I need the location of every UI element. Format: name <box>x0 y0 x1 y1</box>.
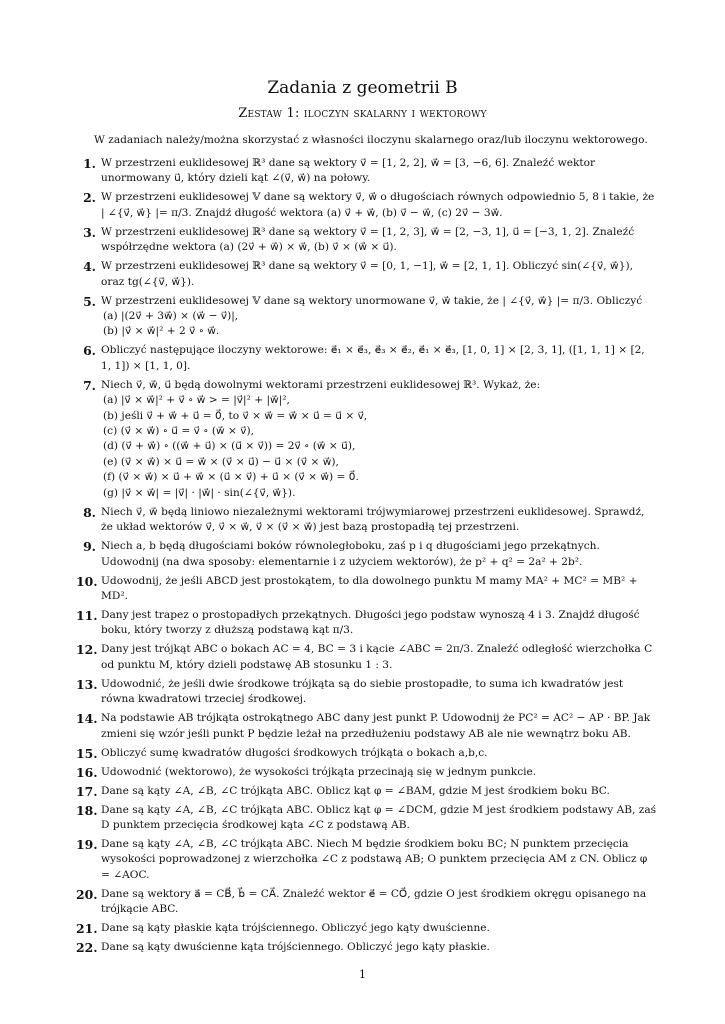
task-subitem: (b) |v⃗ × w⃗|² + 2 v⃗ ∘ w⃗. <box>103 325 220 338</box>
task-subitem: (c) (v⃗ × w⃗) ∘ u⃗ = v⃗ ∘ (w⃗ × v⃗), <box>103 425 255 438</box>
task-item <box>76 574 658 605</box>
task-number: 9. <box>83 539 96 555</box>
task-text: Niech v⃗, w⃗, u⃗ będą dowolnymi wektorami przestrzeni euklidesowej ℝ³. Wykaż, że: <box>101 378 541 391</box>
task-item <box>76 505 658 536</box>
task-number: 17. <box>76 783 98 799</box>
task-text: Dane są wektory a⃗ = CB⃗, b⃗ = CA⃗. Znaleźć wektor e⃗ = CO⃗, gdzie O jest środkiem okręgu opisanego na trójkącie ABC. <box>101 887 647 916</box>
task-subitem: (a) |(2v⃗ + 3w⃗) × (w⃗ − v⃗)|, <box>103 310 239 323</box>
task-item <box>76 642 658 673</box>
task-item <box>76 190 658 221</box>
task-number: 16. <box>76 764 98 780</box>
task-text: Niech v⃗, w⃗ będą liniowo niezależnymi wektorami trójwymiarowej przestrzeni euklidesowej. Sprawdź, że układ wektorów v⃗, v⃗ × w⃗, v⃗ × (v⃗ × w⃗) jest bazą prostopadłą tej przestrzeni. <box>101 505 645 534</box>
task-item <box>76 837 658 883</box>
task-number: 12. <box>76 642 98 658</box>
task-text: W przestrzeni euklidesowej ℝ³ dane są wektory v⃗ = [1, 2, 2], w⃗ = [3, −6, 6]. Znaleźć wektor unormowany u⃗, który dzieli kąt ∠(v⃗, w⃗) na połowy. <box>101 157 596 185</box>
task-item <box>76 746 658 761</box>
task-number: 15. <box>76 745 98 761</box>
task-item <box>76 225 658 256</box>
task-item <box>76 378 658 501</box>
document-title: Zadania z geometrii B <box>267 78 458 98</box>
task-item <box>76 711 658 742</box>
task-number: 22. <box>76 940 98 956</box>
task-number: 5. <box>83 293 96 309</box>
task-text: Dane są kąty ∠A, ∠B, ∠C trójkąta ABC. Niech M będzie środkiem boku BC; N punktem przecięcia wysokości poprowadzonej z wierzchołka ∠C z podstawą AB; O punktem przecięcia AM z CN. Oblicz φ = ∠AOC. <box>101 837 648 881</box>
task-text: Dane są kąty płaskie kąta trójściennego. Obliczyć jego kąty dwuścienne. <box>101 922 490 935</box>
task-number: 11. <box>76 607 98 623</box>
task-item <box>76 294 658 340</box>
task-number: 6. <box>83 343 96 359</box>
task-text: Niech a, b będą długościami boków równoległoboku, zaś p i q długościami jego przekątnych. Udowodnij (na dwa sposoby: elementarnie i z użyciem wektorów), że p² + q² = 2a² + 2b². <box>101 540 600 568</box>
task-number: 7. <box>83 377 96 393</box>
task-item <box>76 343 658 374</box>
task-subitem: (e) (v⃗ × w⃗) × u⃗ = w⃗ × (v⃗ × u⃗) − u⃗ × (v⃗ × w⃗), <box>103 455 339 468</box>
task-subitem: (f) (v⃗ × w⃗) × u⃗ + w⃗ × (u⃗ × v⃗) + u⃗ × (v⃗ × w⃗) = 0⃗. <box>103 471 359 484</box>
document-subtitle: Zestaw 1: iloczyn skalarny i wektorowy <box>238 106 487 121</box>
task-text: Obliczyć sumę kwadratów długości środkowych trójkąta o bokach a,b,c. <box>101 746 488 759</box>
task-item <box>76 259 658 290</box>
task-text: Dane są kąty dwuścienne kąta trójściennego. Obliczyć jego kąty płaskie. <box>101 941 490 954</box>
task-subitem: (a) |v⃗ × w⃗|² + v⃗ ∘ w⃗ > = |v⃗|² + |w⃗|², <box>103 394 290 407</box>
task-text: Udowodnić (wektorowo), że wysokości trójkąta przecinają się w jednym punkcie. <box>101 765 537 778</box>
task-number: 10. <box>76 573 98 589</box>
task-text: Udowodnić, że jeśli dwie środkowe trójkąta są do siebie prostopadłe, to suma ich kwadratów jest równa kwadratowi trzeciej środkowej. <box>101 677 624 706</box>
task-item <box>76 887 658 918</box>
task-item <box>76 940 658 955</box>
task-number: 14. <box>76 711 98 727</box>
task-item <box>76 921 658 936</box>
task-number: 19. <box>76 836 98 852</box>
task-item <box>76 539 658 570</box>
task-number: 4. <box>83 259 96 275</box>
task-text: Udowodnij, że jeśli ABCD jest prostokątem, to dla dowolnego punktu M mamy MA² + MC² = MB² + MD². <box>101 574 638 602</box>
task-number: 2. <box>83 190 96 206</box>
task-number: 21. <box>76 921 98 937</box>
task-subitem: (g) |v⃗ × w⃗| = |v⃗| · |w⃗| · sin(∠{v⃗, w⃗}). <box>103 486 296 499</box>
task-text: Obliczyć następujące iloczyny wektorowe: e⃗₁ × e⃗₃, e⃗₃ × e⃗₂, e⃗₁ × e⃗₃, [1, 0, 1] × [2, 3, 1], ([1, 1, 1] × [2, 1, 1]) × [1, 1, 0]. <box>101 344 645 372</box>
task-text: W przestrzeni euklidesowej 𝕍 dane są wektory unormowane v⃗, w⃗ takie, że | ∠{v⃗, w⃗} |= π/3. Obliczyć <box>101 294 643 307</box>
task-text: Dany jest trójkąt ABC o bokach AC = 4, BC = 3 i kącie ∠ABC = 2π/3. Znaleźć odległość wierzchołka C od punktu M, który dzieli podstawę AB stosunku 1 : 3. <box>101 643 653 671</box>
task-number: 20. <box>76 886 98 902</box>
task-list <box>76 156 658 959</box>
task-text: W przestrzeni euklidesowej ℝ³ dane są wektory v⃗ = [1, 2, 3], w⃗ = [2, −3, 1], u⃗ = [−3, 1, 2]. Znaleźć współrzędne wektora (a) (2v⃗ + w⃗) × w⃗, (b) v⃗ × (w⃗ × u⃗). <box>101 225 635 254</box>
task-subitem: (d) (v⃗ + w⃗) ∘ ((w⃗ + u⃗) × (u⃗ × v⃗)) = 2v⃗ ∘ (w⃗ × u⃗), <box>103 440 356 453</box>
task-text: Dany jest trapez o prostopadłych przekątnych. Długości jego podstaw wynoszą 4 i 3. Znajdź długość boku, który tworzy z dłuższą podstawą kąt π/3. <box>101 608 640 637</box>
task-item <box>76 677 658 708</box>
task-item <box>76 803 658 834</box>
task-text: W przestrzeni euklidesowej 𝕍 dane są wektory v⃗, w⃗ o długościach równych odpowiednio 5, 8 i takie, że | ∠{v⃗, w⃗} |= π/3. Znajdź długość wektora (a) v⃗ + w⃗, (b) v⃗ − w⃗, (c) 2v⃗ − 3w⃗. <box>101 191 655 219</box>
intro-paragraph: W zadaniach należy/można skorzystać z własności iloczynu skalarnego oraz/lub iloczynu wektorowego. <box>94 134 648 146</box>
task-number: 18. <box>76 802 98 818</box>
task-subitem: (b) jeśli v⃗ + w⃗ + u⃗ = 0⃗, to v⃗ × w⃗ = w⃗ × u⃗ = u⃗ × v⃗, <box>103 409 368 422</box>
page-number: 1 <box>359 968 366 981</box>
task-item <box>76 784 658 799</box>
task-number: 13. <box>76 676 98 692</box>
task-number: 8. <box>83 504 96 520</box>
task-text: Dane są kąty ∠A, ∠B, ∠C trójkąta ABC. Oblicz kąt φ = ∠BAM, gdzie M jest środkiem boku BC. <box>101 784 610 797</box>
task-item <box>76 765 658 780</box>
task-text: Dane są kąty ∠A, ∠B, ∠C trójkąta ABC. Oblicz kąt φ = ∠DCM, gdzie M jest środkiem podstawy AB, zaś D punktem przecięcia środkowej kąta ∠C z podstawą AB. <box>101 803 657 831</box>
task-number: 1. <box>83 156 96 171</box>
task-text: W przestrzeni euklidesowej ℝ³ dane są wektory v⃗ = [0, 1, −1], w⃗ = [2, 1, 1]. Obliczyć sin(∠{v⃗, w⃗}), oraz tg(∠{v⃗, w⃗}). <box>101 260 633 288</box>
task-item <box>76 608 658 639</box>
task-text: Na podstawie AB trójkąta ostrokątnego ABC dany jest punkt P. Udowodnij że PC² = AC² − AP · BP. Jak zmieni się wzór jeśli punkt P będzie leżał na przedłużeniu podstawy AB ale nie wewnątrz boku AB. <box>101 712 651 740</box>
task-item <box>76 156 658 187</box>
task-number: 3. <box>83 224 96 240</box>
